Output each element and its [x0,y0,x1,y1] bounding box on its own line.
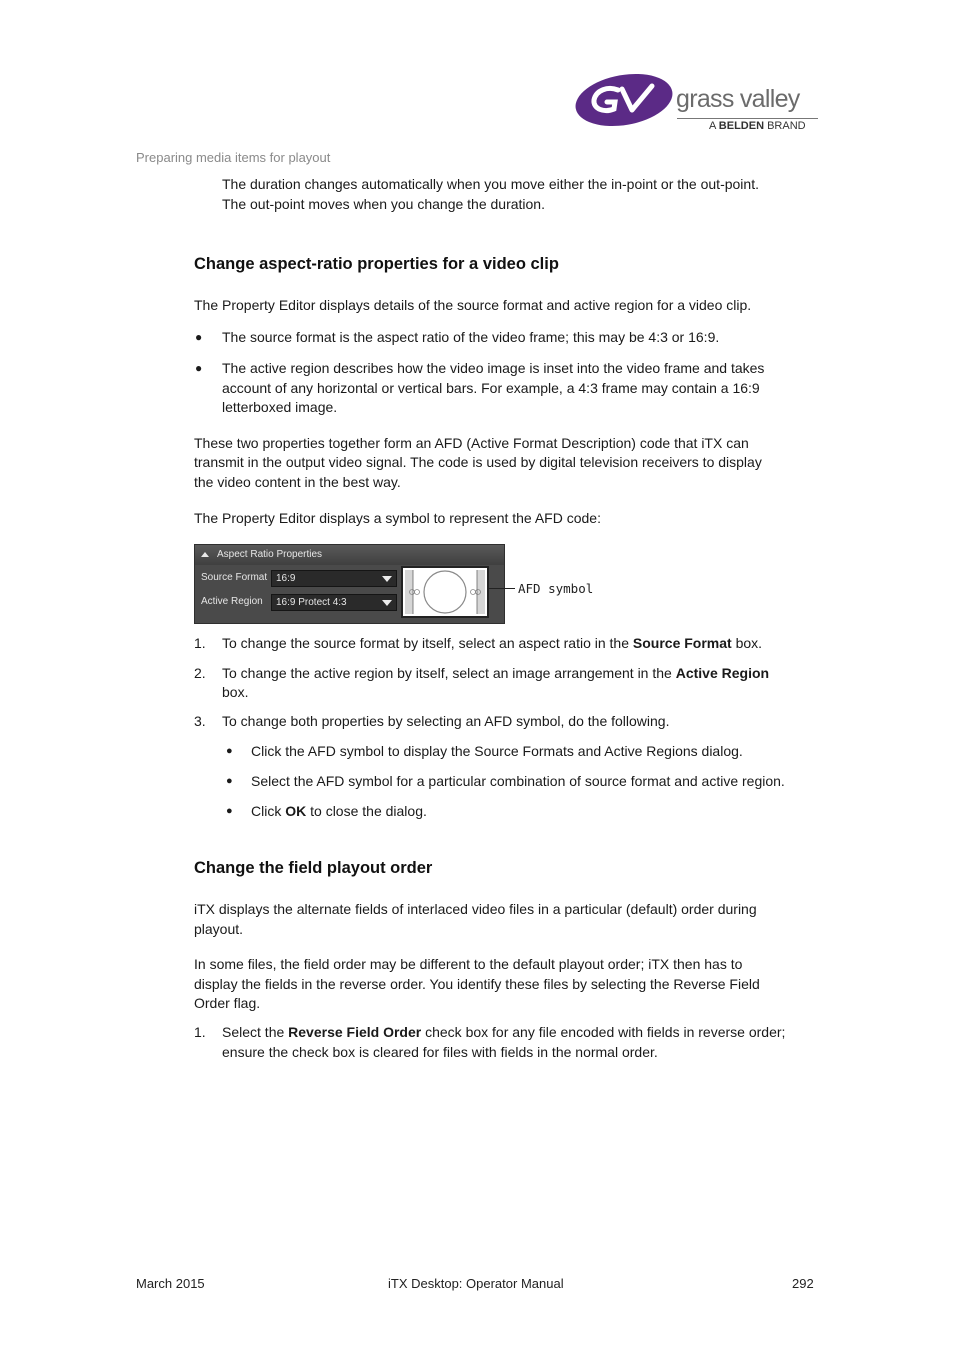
sub-bullet-marker: ● [226,745,233,757]
afd-symbol-callout: AFD symbol [518,581,594,596]
grass-valley-logo [574,70,824,136]
bullet-marker: ● [195,361,203,375]
afd-paragraph-line-2: transmit in the output video signal. The code is used by digital television receivers to display [194,454,762,470]
bullet-item-2-line-1: The active region describes how the video image is inset into the video frame and takes [222,360,765,376]
afd-symbol-button[interactable] [401,566,489,618]
logo-brand-line: A BELDEN BRAND [709,120,806,132]
reverse-field-step-line-1: Select the Reverse Field Order check box for any file encoded with fields in reverse order; [222,1024,786,1040]
active-region-label: Active Region [201,596,263,607]
intro-line-2: The out-point moves when you change the duration. [222,196,545,212]
collapse-arrow-icon[interactable] [201,552,209,557]
gv-emblem-icon [574,72,678,130]
dropdown-arrow-icon [382,600,392,606]
bullet-item-2-line-3: letterboxed image. [222,399,338,415]
afd-paragraph-line-1: These two properties together form an AFD (Active Format Description) code that iTX can [194,435,749,451]
step-number: 1. [194,635,206,651]
logo-wordmark: grass valley [676,85,800,113]
afd-symbol-icon [403,568,487,616]
step-2-line-2: box. [222,684,249,700]
section-heading-aspect-ratio: Change aspect-ratio properties for a video clip [194,255,559,273]
step-2-line-1: To change the active region by itself, select an image arrangement in the Active Region [222,665,770,681]
section2-p1-line-2: playout. [194,921,244,937]
footer-title: iTX Desktop: Operator Manual [388,1276,564,1291]
running-head: Preparing media items for playout [136,150,331,165]
afd-paragraph-line-3: the video content in the best way. [194,474,401,490]
step-1: To change the source format by itself, select an aspect ratio in the Source Format box. [222,635,763,651]
step-number: 2. [194,665,206,681]
afd-symbol-intro: The Property Editor displays a symbol to represent the AFD code: [194,510,601,526]
section-heading-field-order: Change the field playout order [194,859,433,877]
section1-paragraph-1: The Property Editor displays details of the source format and active region for a video clip. [194,297,752,313]
footer-date: March 2015 [136,1276,205,1291]
substep-3: Click OK to close the dialog. [251,803,427,819]
sub-bullet-marker: ● [226,805,233,817]
section2-p2-line-2: display the fields in the reverse order. You identify these files by selecting the Reverse Field [194,976,760,992]
bullet-marker: ● [195,330,203,344]
source-format-select[interactable] [271,570,397,587]
active-region-value: 16:9 Protect 4:3 [276,597,347,608]
substep-2: Select the AFD symbol for a particular combination of source format and active region. [251,773,785,789]
intro-line-1: The duration changes automatically when you move either the in-point or the out-point. [222,176,759,192]
reverse-field-step-line-2: ensure the check box is cleared for files with fields in the normal order. [222,1044,658,1060]
step-number: 1. [194,1024,206,1040]
step-3: To change both properties by selecting an AFD symbol, do the following. [222,713,670,729]
sub-bullet-marker: ● [226,775,233,787]
bullet-item-1: The source format is the aspect ratio of the video frame; this may be 4:3 or 16:9. [222,329,720,345]
section2-p1-line-1: iTX displays the alternate fields of interlaced video files in a particular (default) order during [194,901,757,917]
aspect-ratio-properties-panel [194,544,505,624]
section2-p2-line-1: In some files, the field order may be different to the default playout order; iTX then has to [194,956,743,972]
logo-rule [677,118,818,119]
bullet-item-2-line-2: account of any horizontal or vertical bars. For example, a 4:3 frame may contain a 16:9 [222,380,760,396]
substep-1: Click the AFD symbol to display the Source Formats and Active Regions dialog. [251,743,743,759]
active-region-select[interactable] [271,594,397,611]
source-format-value: 16:9 [276,573,296,584]
section2-p2-line-3: Order flag. [194,995,261,1011]
page-number: 292 [792,1276,814,1291]
callout-leader-line [487,588,515,589]
panel-title: Aspect Ratio Properties [217,549,323,560]
source-format-label: Source Format [201,572,268,583]
dropdown-arrow-icon [382,576,392,582]
panel-header[interactable] [195,545,504,565]
step-number: 3. [194,713,206,729]
